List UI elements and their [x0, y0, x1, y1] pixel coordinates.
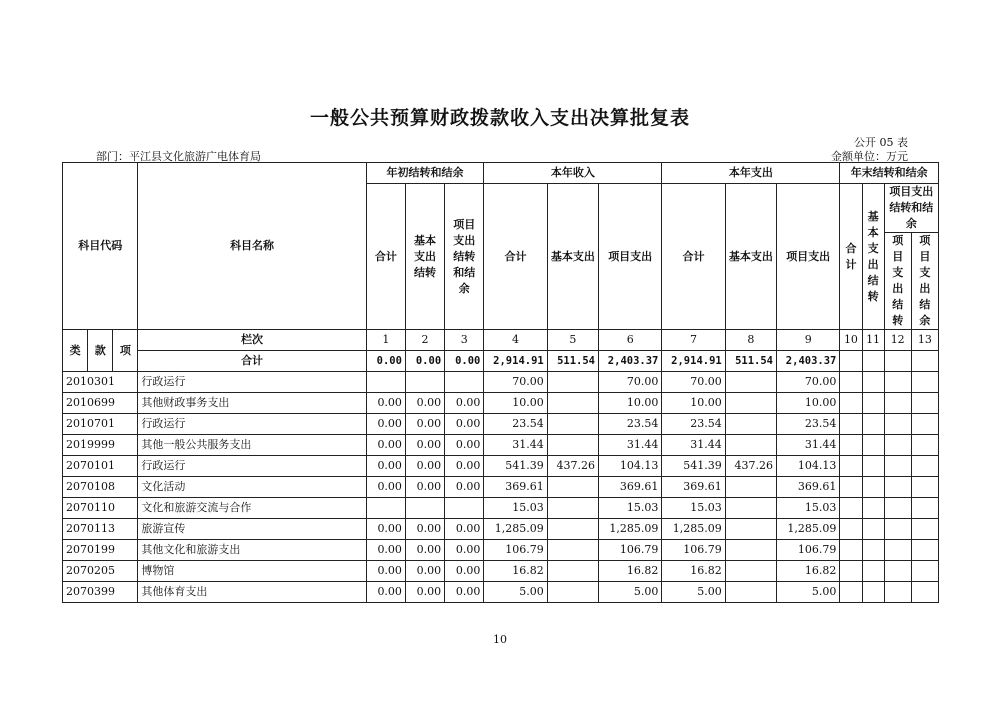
amount-cell: 0.00	[405, 561, 444, 582]
department-label: 部门：平江县文化旅游广电体育局	[96, 150, 261, 163]
header-xiang: 项	[113, 330, 138, 372]
amount-cell	[911, 414, 938, 435]
column-number: 6	[599, 330, 662, 351]
amount-cell: 23.54	[484, 414, 547, 435]
amount-cell: 10.00	[599, 393, 662, 414]
amount-cell: 70.00	[777, 372, 840, 393]
column-number: 4	[484, 330, 547, 351]
subject-name: 行政运行	[138, 456, 366, 477]
total-cell	[884, 351, 911, 372]
header-end-project-carry: 项目支出结转	[884, 233, 911, 330]
table-row	[63, 582, 939, 603]
amount-cell: 437.26	[547, 456, 598, 477]
column-number: 3	[445, 330, 484, 351]
amount-cell	[911, 561, 938, 582]
amount-cell	[445, 498, 484, 519]
amount-cell: 1,285.09	[599, 519, 662, 540]
amount-cell	[547, 477, 598, 498]
amount-cell: 31.44	[599, 435, 662, 456]
amount-cell: 0.00	[405, 540, 444, 561]
subject-code: 2010301	[63, 372, 138, 393]
column-number: 7	[662, 330, 725, 351]
header-income-basic: 基本支出	[547, 184, 598, 330]
subject-code: 2070108	[63, 477, 138, 498]
header-group-expense: 本年支出	[662, 163, 840, 184]
amount-cell	[547, 498, 598, 519]
header-end-total: 合计	[840, 184, 862, 330]
amount-cell: 0.00	[405, 435, 444, 456]
amount-cell: 0.00	[445, 477, 484, 498]
amount-cell: 369.61	[662, 477, 725, 498]
amount-cell	[884, 456, 911, 477]
header-group-income: 本年收入	[484, 163, 662, 184]
table-row	[63, 519, 939, 540]
amount-cell: 369.61	[599, 477, 662, 498]
subject-code: 2070205	[63, 561, 138, 582]
subject-name: 行政运行	[138, 414, 366, 435]
table-row	[63, 435, 939, 456]
amount-cell	[405, 498, 444, 519]
column-number: 13	[911, 330, 938, 351]
total-cell	[911, 351, 938, 372]
total-cell: 0.00	[405, 351, 444, 372]
amount-cell: 437.26	[725, 456, 776, 477]
amount-cell	[840, 414, 862, 435]
amount-cell: 0.00	[405, 393, 444, 414]
amount-cell	[862, 540, 884, 561]
total-label: 合计	[138, 351, 366, 372]
amount-cell	[862, 582, 884, 603]
amount-cell	[911, 393, 938, 414]
amount-cell	[840, 372, 862, 393]
subject-code: 2070110	[63, 498, 138, 519]
amount-cell: 31.44	[484, 435, 547, 456]
amount-cell	[884, 435, 911, 456]
amount-cell	[547, 372, 598, 393]
amount-cell	[862, 435, 884, 456]
amount-cell	[911, 456, 938, 477]
column-number: 10	[840, 330, 862, 351]
amount-cell	[911, 582, 938, 603]
total-cell: 2,914.91	[662, 351, 725, 372]
amount-cell: 0.00	[445, 540, 484, 561]
total-cell	[840, 351, 862, 372]
amount-cell	[884, 582, 911, 603]
amount-cell	[366, 498, 405, 519]
subject-code: 2070399	[63, 582, 138, 603]
amount-cell	[862, 393, 884, 414]
amount-cell: 369.61	[484, 477, 547, 498]
amount-cell: 31.44	[777, 435, 840, 456]
amount-cell	[547, 519, 598, 540]
header-expense-project: 项目支出	[777, 184, 840, 330]
amount-cell: 106.79	[484, 540, 547, 561]
subject-code: 2019999	[63, 435, 138, 456]
amount-cell	[366, 372, 405, 393]
amount-cell	[840, 456, 862, 477]
amount-cell	[405, 372, 444, 393]
table-row	[63, 372, 939, 393]
amount-cell	[840, 582, 862, 603]
amount-cell	[884, 414, 911, 435]
amount-cell: 1,285.09	[484, 519, 547, 540]
subject-code: 2070101	[63, 456, 138, 477]
amount-cell: 0.00	[445, 414, 484, 435]
amount-cell	[884, 540, 911, 561]
amount-cell: 5.00	[484, 582, 547, 603]
amount-cell	[840, 393, 862, 414]
subject-name: 博物馆	[138, 561, 366, 582]
amount-cell	[725, 435, 776, 456]
total-cell: 511.54	[725, 351, 776, 372]
amount-cell	[725, 393, 776, 414]
subject-name: 其他体育支出	[138, 582, 366, 603]
amount-cell: 0.00	[405, 582, 444, 603]
header-end-project-group: 项目支出结转和结余	[884, 184, 938, 233]
amount-cell: 70.00	[599, 372, 662, 393]
subject-name: 其他文化和旅游支出	[138, 540, 366, 561]
amount-cell: 1,285.09	[662, 519, 725, 540]
amount-cell	[547, 582, 598, 603]
amount-cell	[840, 477, 862, 498]
header-subject-code: 科目代码	[63, 163, 138, 330]
amount-cell	[911, 540, 938, 561]
amount-cell	[884, 372, 911, 393]
amount-cell: 106.79	[662, 540, 725, 561]
total-cell: 0.00	[445, 351, 484, 372]
amount-cell: 15.03	[662, 498, 725, 519]
amount-cell: 15.03	[484, 498, 547, 519]
header-income-project: 项目支出	[599, 184, 662, 330]
column-number: 11	[862, 330, 884, 351]
amount-cell: 0.00	[445, 435, 484, 456]
subject-name: 文化活动	[138, 477, 366, 498]
subject-code: 2010701	[63, 414, 138, 435]
amount-cell	[911, 372, 938, 393]
amount-cell	[884, 519, 911, 540]
amount-cell: 0.00	[366, 519, 405, 540]
column-number: 5	[547, 330, 598, 351]
header-begin-project-carry: 项目支出结转和结余	[445, 184, 484, 330]
amount-cell: 104.13	[599, 456, 662, 477]
amount-cell	[547, 414, 598, 435]
amount-cell: 5.00	[599, 582, 662, 603]
amount-cell: 16.82	[662, 561, 725, 582]
total-cell	[862, 351, 884, 372]
amount-cell	[911, 477, 938, 498]
header-subject-name: 科目名称	[138, 163, 366, 330]
amount-cell	[547, 561, 598, 582]
total-cell: 0.00	[366, 351, 405, 372]
amount-cell: 0.00	[445, 561, 484, 582]
subject-code: 2070199	[63, 540, 138, 561]
header-expense-total: 合计	[662, 184, 725, 330]
amount-cell: 0.00	[366, 393, 405, 414]
amount-cell: 23.54	[599, 414, 662, 435]
amount-cell: 16.82	[484, 561, 547, 582]
amount-cell	[725, 414, 776, 435]
total-cell: 511.54	[547, 351, 598, 372]
header-end-project-balance: 项目支出结余	[911, 233, 938, 330]
amount-cell: 0.00	[366, 435, 405, 456]
amount-cell: 106.79	[777, 540, 840, 561]
amount-cell	[547, 540, 598, 561]
amount-cell: 0.00	[405, 477, 444, 498]
amount-cell: 5.00	[662, 582, 725, 603]
amount-cell	[725, 372, 776, 393]
subject-name: 旅游宣传	[138, 519, 366, 540]
table-row	[63, 561, 939, 582]
column-number: 1	[366, 330, 405, 351]
header-expense-basic: 基本支出	[725, 184, 776, 330]
amount-cell	[840, 540, 862, 561]
header-kuan: 款	[88, 330, 113, 372]
amount-cell	[725, 582, 776, 603]
column-number: 9	[777, 330, 840, 351]
subject-name: 文化和旅游交流与合作	[138, 498, 366, 519]
amount-cell: 0.00	[366, 456, 405, 477]
amount-cell: 1,285.09	[777, 519, 840, 540]
amount-cell: 0.00	[366, 540, 405, 561]
subject-name: 行政运行	[138, 372, 366, 393]
amount-cell: 10.00	[662, 393, 725, 414]
amount-cell: 70.00	[484, 372, 547, 393]
amount-cell	[911, 435, 938, 456]
report-title: 一般公共预算财政拨款收入支出决算批复表	[309, 107, 690, 129]
amount-cell: 15.03	[777, 498, 840, 519]
subject-code: 2070113	[63, 519, 138, 540]
amount-cell: 0.00	[366, 582, 405, 603]
total-cell: 2,914.91	[484, 351, 547, 372]
table-row	[63, 456, 939, 477]
unit-label: 金额单位：万元	[831, 150, 908, 163]
budget-table	[62, 162, 939, 603]
header-begin-total: 合计	[366, 184, 405, 330]
amount-cell	[911, 519, 938, 540]
amount-cell: 0.00	[445, 393, 484, 414]
header-end-basic-carry: 基本支出结转	[862, 184, 884, 330]
amount-cell: 0.00	[445, 456, 484, 477]
amount-cell: 0.00	[405, 456, 444, 477]
total-row	[63, 351, 939, 372]
amount-cell: 23.54	[662, 414, 725, 435]
amount-cell: 0.00	[366, 477, 405, 498]
form-number: 公开 05 表	[854, 136, 908, 149]
amount-cell	[840, 498, 862, 519]
column-order-label: 栏次	[138, 330, 366, 351]
amount-cell	[862, 372, 884, 393]
amount-cell	[840, 435, 862, 456]
amount-cell: 70.00	[662, 372, 725, 393]
table-row	[63, 540, 939, 561]
amount-cell: 0.00	[405, 519, 444, 540]
header-income-total: 合计	[484, 184, 547, 330]
amount-cell: 10.00	[777, 393, 840, 414]
amount-cell	[725, 540, 776, 561]
amount-cell: 0.00	[405, 414, 444, 435]
amount-cell	[725, 519, 776, 540]
subject-code: 2010699	[63, 393, 138, 414]
amount-cell	[547, 435, 598, 456]
amount-cell: 0.00	[366, 561, 405, 582]
amount-cell	[547, 393, 598, 414]
amount-cell	[884, 498, 911, 519]
amount-cell	[862, 414, 884, 435]
total-cell: 2,403.37	[599, 351, 662, 372]
header-group-begin: 年初结转和结余	[366, 163, 484, 184]
data-rows	[63, 372, 939, 603]
column-number: 12	[884, 330, 911, 351]
amount-cell: 106.79	[599, 540, 662, 561]
header-begin-basic-carry: 基本支出结转	[405, 184, 444, 330]
amount-cell: 541.39	[484, 456, 547, 477]
column-number: 8	[725, 330, 776, 351]
amount-cell: 0.00	[366, 414, 405, 435]
amount-cell: 23.54	[777, 414, 840, 435]
amount-cell: 31.44	[662, 435, 725, 456]
amount-cell	[445, 372, 484, 393]
amount-cell: 0.00	[445, 519, 484, 540]
amount-cell: 10.00	[484, 393, 547, 414]
table-row	[63, 477, 939, 498]
amount-cell	[911, 498, 938, 519]
amount-cell	[840, 561, 862, 582]
amount-cell: 541.39	[662, 456, 725, 477]
column-number: 2	[405, 330, 444, 351]
amount-cell: 16.82	[599, 561, 662, 582]
amount-cell	[862, 477, 884, 498]
amount-cell	[725, 561, 776, 582]
table-row	[63, 393, 939, 414]
amount-cell: 15.03	[599, 498, 662, 519]
amount-cell	[884, 561, 911, 582]
table-row	[63, 498, 939, 519]
amount-cell	[884, 477, 911, 498]
amount-cell	[725, 477, 776, 498]
amount-cell	[862, 561, 884, 582]
amount-cell	[862, 498, 884, 519]
amount-cell	[862, 519, 884, 540]
subject-name: 其他一般公共服务支出	[138, 435, 366, 456]
amount-cell: 0.00	[445, 582, 484, 603]
amount-cell	[840, 519, 862, 540]
subject-name: 其他财政事务支出	[138, 393, 366, 414]
header-group-end: 年末结转和结余	[840, 163, 939, 184]
amount-cell: 104.13	[777, 456, 840, 477]
amount-cell: 16.82	[777, 561, 840, 582]
amount-cell: 369.61	[777, 477, 840, 498]
total-cell: 2,403.37	[777, 351, 840, 372]
header-lei: 类	[63, 330, 88, 372]
page-number: 10	[493, 633, 507, 646]
amount-cell	[725, 498, 776, 519]
amount-cell	[884, 393, 911, 414]
amount-cell: 5.00	[777, 582, 840, 603]
amount-cell	[862, 456, 884, 477]
table-row	[63, 414, 939, 435]
